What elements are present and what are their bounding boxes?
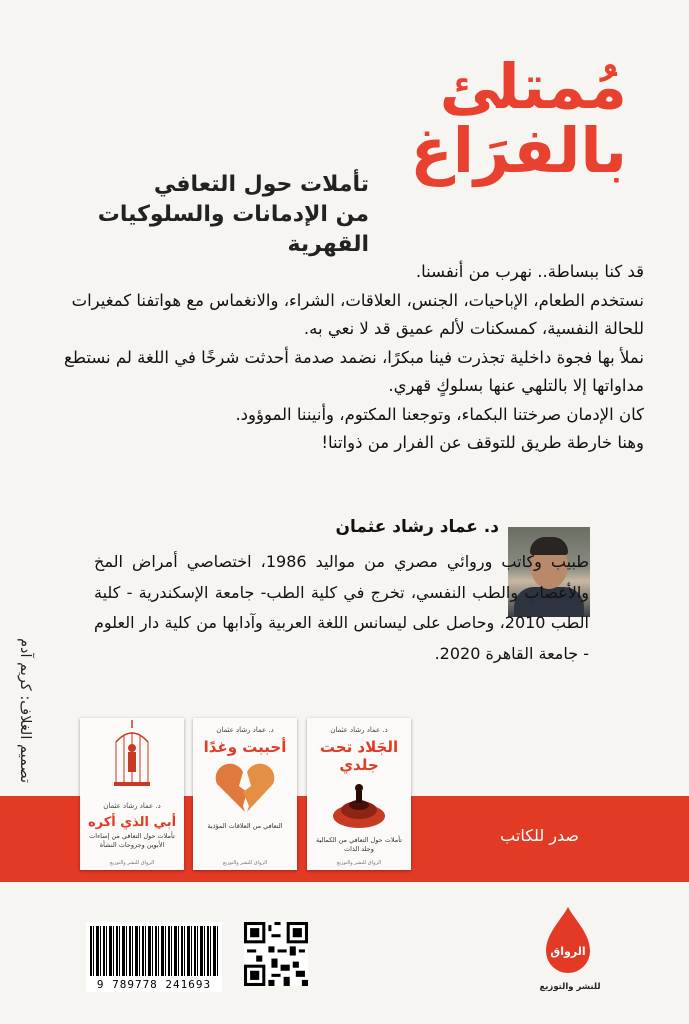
book-title: أحببت وغدًا (203, 738, 287, 756)
title-line-1: مُمتلئ (439, 50, 627, 123)
broken-heart-icon (193, 756, 297, 818)
book-title: الجَلاد تحت جلدي (319, 738, 399, 774)
qr-code-icon (244, 922, 308, 986)
book-thumbnail-ahbabt (193, 718, 297, 870)
blurb-paragraph: كان الإدمان صرختنا البكماء، وتوجعنا المكتوم، وأنيننا الموؤود. (235, 404, 644, 424)
barcode-bars (90, 926, 218, 976)
book-subtitle (69, 170, 369, 260)
book-subtitle: تأملات حول التعافي من إساءات الأبوين وجروحات النشأة (89, 832, 175, 849)
book-author: د. عماد رشاد عثمان (216, 726, 274, 734)
book-publisher: الرواق للنشر والتوزيع (222, 860, 268, 866)
book-publisher: الرواق للنشر والتوزيع (336, 860, 382, 866)
blurb-paragraph: قد كنا ببساطة.. نهرب من أنفسنا. (415, 262, 644, 281)
book-title (387, 50, 627, 187)
cover-design-credit: تصميم الغلاف: كريم آدم (17, 638, 33, 783)
blurb-paragraph: نستخدم الطعام، الإباحيات، الجنس، العلاقات، الشراء، والانغماس مع هواتفنا كمغيرات للحالة النفسية، كمسكنات لألم عميق قد لا نعي به. (71, 290, 644, 338)
book-publisher: الرواق للنشر والتوزيع (109, 860, 155, 866)
book-author: د. عماد رشاد عثمان (103, 802, 161, 810)
subtitle-line-2: من الإدمانات والسلوكيات القهرية (97, 202, 369, 257)
publisher-logo-text: الرواق (550, 945, 586, 958)
book-subtitle: التعافي من العلاقات المؤذية (207, 822, 283, 830)
blurb-text (44, 258, 644, 458)
author-bio: طبيب وكاتب وروائي مصري من مواليد 1986، اختصاصي أمراض المخ والأعصاب والطب النفسي، تخرج في كلية الطب- جامعة الإسكندرية - كلية الطب 2010، وحاصل على ليسانس اللغة العربية وآدابها من كلية دار العلوم - جامعة القاهرة 2020. (94, 552, 589, 663)
title-line-2: بالفرَاغ (410, 114, 627, 187)
spiral-icon (307, 774, 411, 832)
book-author: د. عماد رشاد عثمان (330, 726, 388, 734)
publisher-name: للنشر والتوزيع (539, 982, 601, 992)
book-thumbnail-abi (80, 718, 184, 870)
book-thumbnail-jalad (307, 718, 411, 870)
blurb-paragraph: نملأ بها فجوة داخلية تجذرت فينا مبكرًا، نضمد صدمة أحدثت شرخًا في اللغة لم نستطع مداواتها إلا بالتلهي عنها بسلوكٍ قهري. (64, 347, 644, 395)
author-name: د. عماد رشاد عثمان (335, 517, 499, 537)
isbn-barcode (86, 922, 222, 992)
book-subtitle: تأملات حول التعافي من الكمالية وجلد الذات (316, 836, 402, 853)
subtitle-line-1: تأملات حول التعافي (153, 172, 369, 197)
blurb-paragraph: وهنا خارطة طريق للتوقف عن الفرار من ذواتنا! (321, 433, 644, 452)
band-label: صدر للكاتب (500, 826, 579, 845)
birdcage-icon (80, 718, 184, 790)
barcode-digits: 9 789778 241693 (96, 978, 212, 991)
book-title: أبي الذي أكره (87, 815, 177, 830)
publisher-logo-icon (540, 905, 596, 977)
